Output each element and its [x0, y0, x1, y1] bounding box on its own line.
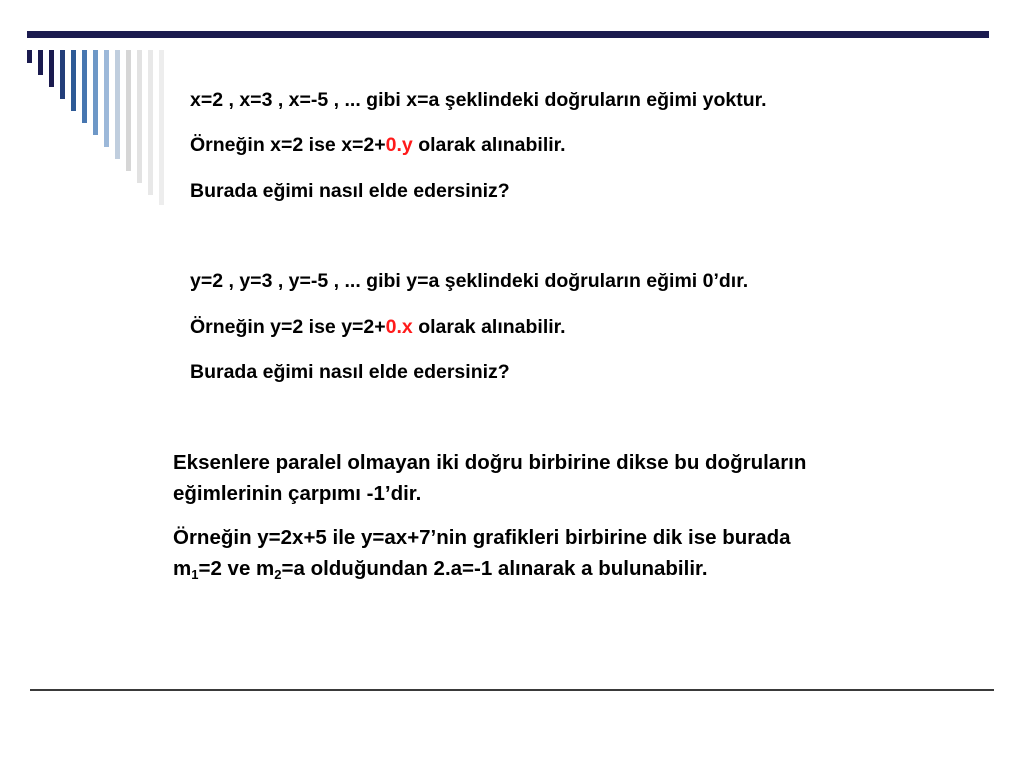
group1-line2 [190, 133, 566, 157]
group2-line3: Burada eğimi nasıl elde edersiniz? [190, 361, 510, 383]
group1-line2-prefix: Örneğin x=2 ise x=2+ [190, 134, 386, 156]
end-text: =a olduğundan 2.a=-1 alınarak a bulunabilir. [281, 557, 708, 580]
decor-bar [93, 50, 98, 135]
group1-line3: Burada eğimi nasıl elde edersiniz? [190, 180, 510, 202]
group3-para2-line2 [173, 553, 708, 585]
top-rule [27, 31, 989, 38]
group1-line2-suffix: olarak alınabilir. [412, 134, 566, 156]
group3-para1-line2: eğimlerinin çarpımı -1’dir. [173, 482, 422, 505]
group1-line1: x=2 , x=3 , x=-5 , ... gibi x=a şeklindeki doğruların eğimi yoktur. [190, 89, 767, 111]
group2-line2-prefix: Örneğin y=2 ise y=2+ [190, 316, 386, 338]
mid-text: =2 ve m [198, 557, 275, 580]
decor-bar [49, 50, 54, 87]
decor-bar [104, 50, 109, 147]
decor-bar [82, 50, 87, 123]
group2-line2 [190, 315, 566, 339]
decor-bar [27, 50, 32, 63]
group3-para2-line1: Örneğin y=2x+5 ile y=ax+7’nin grafikleri birbirine dik ise burada [173, 526, 791, 549]
decor-bar [148, 50, 153, 195]
decor-bar [137, 50, 142, 183]
decor-bar [71, 50, 76, 111]
decor-bar [115, 50, 120, 159]
m-letter: m [173, 557, 192, 580]
group3-para1-line1: Eksenlere paralel olmayan iki doğru birbirine dikse bu doğruların [173, 451, 807, 474]
group2-line1: y=2 , y=3 , y=-5 , ... gibi y=a şeklindeki doğruların eğimi 0’dır. [190, 270, 749, 292]
group2-line2-suffix: olarak alınabilir. [412, 316, 566, 338]
group2-line2-highlight: 0.x [385, 316, 413, 338]
subscript-1: 1 [191, 567, 199, 582]
decor-bar [159, 50, 164, 205]
subscript-2: 2 [274, 567, 282, 582]
bottom-rule [30, 689, 994, 691]
decor-bar [38, 50, 43, 75]
decor-bar [126, 50, 131, 171]
group1-line2-highlight: 0.y [385, 134, 413, 156]
decor-bar [60, 50, 65, 99]
